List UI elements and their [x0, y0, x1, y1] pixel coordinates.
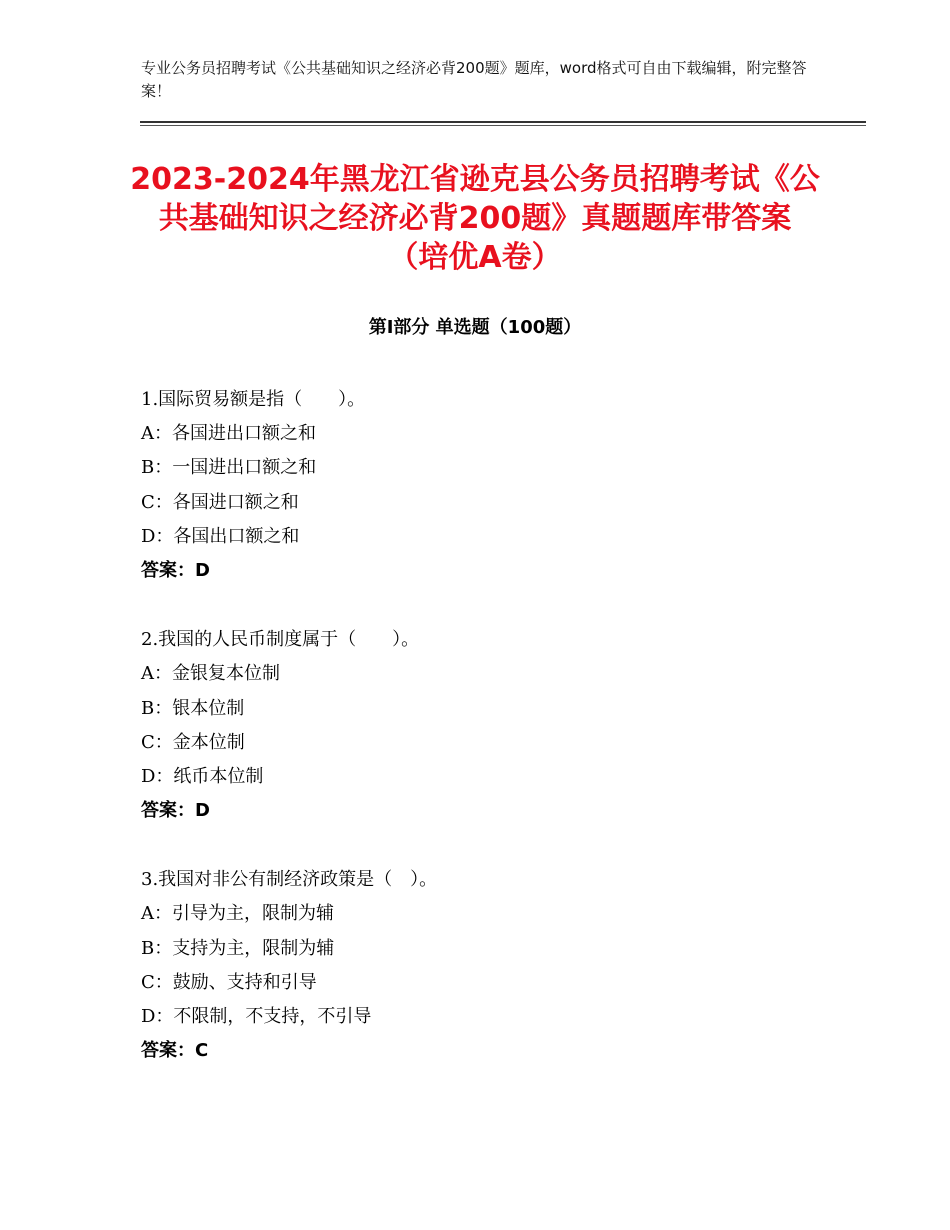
option-a: A：引导为主，限制为辅 — [141, 903, 334, 925]
answer-label: 答案：D — [141, 559, 210, 581]
option-d: D：不限制，不支持，不引导 — [141, 1006, 372, 1027]
question-2 — [141, 623, 841, 828]
header-divider-thick — [140, 121, 866, 123]
option-b: B：银本位制 — [141, 697, 245, 719]
answer-label: 答案：D — [141, 800, 210, 822]
question-1 — [141, 383, 841, 588]
option-a: A：各国进出口额之和 — [141, 423, 316, 445]
question-stem: 3.我国对非公有制经济政策是（ ）。 — [141, 869, 438, 891]
header-divider-thin — [140, 125, 866, 126]
question-3 — [141, 863, 841, 1068]
option-b: B：支持为主，限制为辅 — [141, 937, 335, 959]
question-stem: 2.我国的人民币制度属于（ ）。 — [141, 629, 420, 651]
option-b: B：一国进出口额之和 — [141, 457, 317, 479]
option-d: D：各国出口额之和 — [141, 525, 300, 547]
option-c: C：金本位制 — [141, 731, 245, 753]
option-c: C：各国进口额之和 — [141, 491, 299, 513]
header-note: 专业公务员招聘考试《公共基础知识之经济必背200题》题库，word格式可自由下载编辑，附完整答案！ — [141, 59, 807, 100]
question-stem: 1.国际贸易额是指（ ）。 — [141, 389, 366, 410]
section-title: 第Ⅰ部分 单选题（100题） — [368, 317, 582, 338]
option-a: A：金银复本位制 — [141, 663, 280, 685]
document-title: 2023-2024年黑龙江省逊克县公务员招聘考试《公共基础知识之经济必背200题》真题题库带答案（培优A卷） — [130, 162, 820, 275]
question-list — [141, 383, 841, 1103]
answer-label: 答案：C — [141, 1040, 209, 1062]
option-d: D：纸币本位制 — [141, 765, 264, 787]
option-c: C：鼓励、支持和引导 — [141, 971, 317, 993]
